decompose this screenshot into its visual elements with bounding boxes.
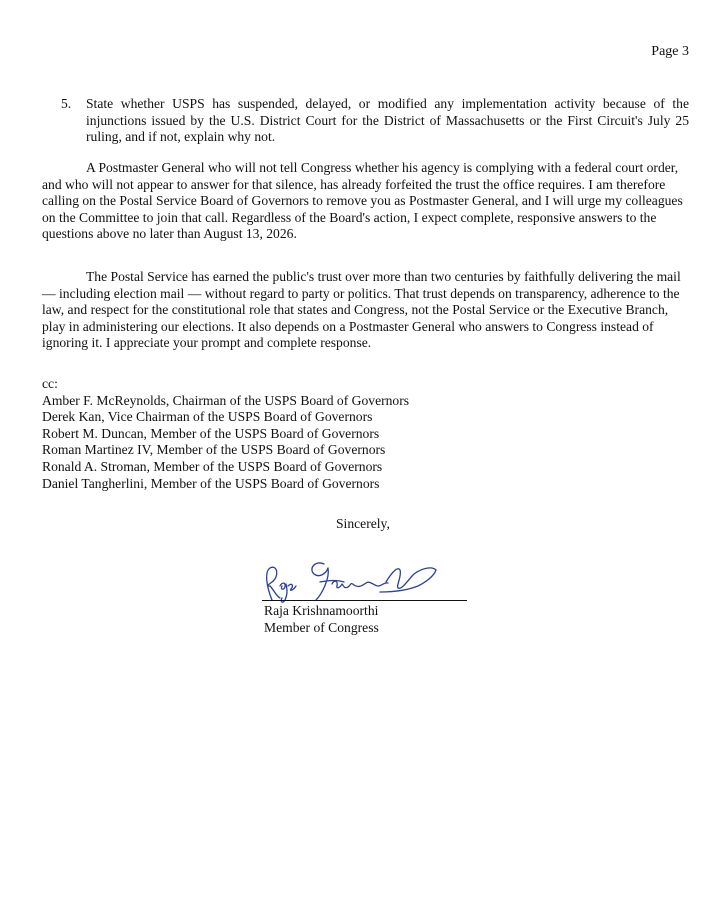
body-paragraph-2: The Postal Service has earned the public's trust over more than two centuries by faithfully delivering the mail — including election mail — without regard to party or politics. That trust depends on transparency, adherence to the law, and respect for the constitutional role that states and Congress, not the Postal Service or the Executive Branch, play in administering our elections. It also depends on a Postmaster General who answers to Congress instead of ignoring it. I appreciate your prompt and complete response. — [42, 269, 681, 351]
cc-recipient: Daniel Tangherlini, Member of the USPS Board of Governors — [42, 475, 380, 491]
cc-list — [42, 376, 409, 492]
cc-recipient: Roman Martinez IV, Member of the USPS Board of Governors — [42, 442, 386, 458]
cc-recipient: Robert M. Duncan, Member of the USPS Board of Governors — [42, 425, 380, 441]
page-number: Page 3 — [651, 44, 689, 59]
body-paragraph-1: A Postmaster General who will not tell Congress whether his agency is complying with a federal court order, and who will not appear to answer for that silence, has already forfeited the trust the office requires. I am therefore calling on the Postal Service Board of Governors to remove you as Postmaster General, and I will urge my colleagues on the Committee to join that call. Regardless of the Board's action, I expect complete, responsive answers to the questions above no later than August 13, 2026. — [42, 160, 683, 242]
signer-name: Raja Krishnamoorthi — [264, 603, 379, 618]
handwritten-signature — [258, 556, 438, 606]
cc-recipient: Ronald A. Stroman, Member of the USPS Board of Governors — [42, 458, 383, 474]
item-number: 5. — [61, 96, 72, 111]
signer-title: Member of Congress — [264, 620, 379, 635]
item-text: State whether USPS has suspended, delayed, or modified any implementation activity because of the injunctions issued by the U.S. District Court for the District of Massachusetts or the First Circuit's July 25 ruling, and if not, explain why not. — [86, 96, 689, 145]
cc-recipient: Derek Kan, Vice Chairman of the USPS Board of Governors — [42, 409, 373, 425]
signature-line — [262, 600, 467, 601]
question-item-5 — [42, 96, 689, 146]
closing-salutation: Sincerely, — [336, 516, 390, 531]
cc-label: cc: — [42, 376, 58, 391]
cc-recipient: Amber F. McReynolds, Chairman of the USPS Board of Governors — [42, 392, 410, 408]
